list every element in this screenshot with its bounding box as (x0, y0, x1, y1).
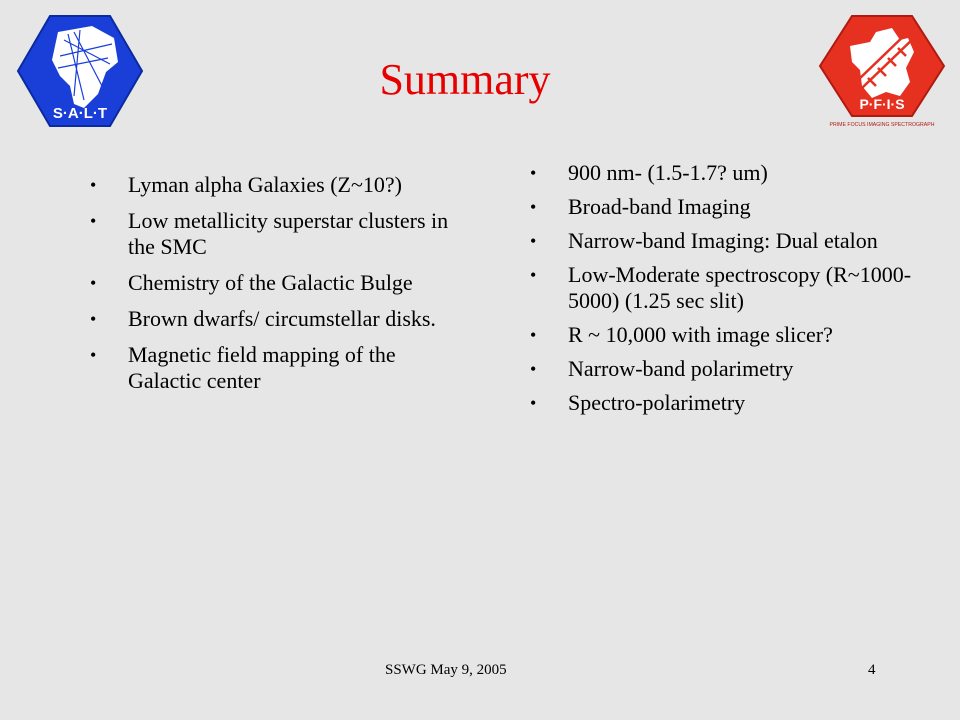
bullet-icon: • (90, 211, 97, 231)
list-item (530, 356, 920, 382)
bullet-icon: • (530, 197, 537, 217)
bullet-text: Narrow-band polarimetry (568, 356, 794, 381)
bullet-icon: • (530, 265, 537, 285)
salt-logo-icon (14, 12, 146, 130)
pfis-logo-subtext: PRIME FOCUS IMAGING SPECTROGRAPH (829, 122, 935, 128)
bullet-text: Chemistry of the Galactic Bulge (128, 270, 413, 295)
pfis-logo-icon (816, 12, 948, 130)
footer-text: SSWG May 9, 2005 (385, 662, 507, 678)
bullet-icon: • (90, 175, 97, 195)
list-item (530, 228, 920, 254)
pfis-logo-text: P·F·I·S (859, 96, 905, 112)
page-number: 4 (868, 662, 876, 678)
slide-title: Summary (379, 55, 551, 104)
bullet-icon: • (90, 345, 97, 365)
list-item (90, 342, 470, 394)
list-item (90, 270, 470, 296)
bullet-text: Low-Moderate spectroscopy (R~1000-5000) (1.25 sec slit) (568, 262, 912, 313)
list-item (530, 322, 920, 348)
bullet-text: Lyman alpha Galaxies (Z~10?) (128, 172, 402, 197)
bullet-icon: • (530, 393, 537, 413)
list-item (90, 172, 470, 198)
bullet-text: Broad-band Imaging (568, 194, 751, 219)
bullet-text: 900 nm- (1.5-1.7? um) (568, 160, 768, 185)
list-item (90, 208, 470, 260)
list-item (530, 262, 920, 314)
bullet-icon: • (90, 273, 97, 293)
right-bullet-list (530, 160, 920, 424)
bullet-icon: • (530, 231, 537, 251)
bullet-text: Brown dwarfs/ circumstellar disks. (128, 306, 436, 331)
bullet-text: Magnetic field mapping of the Galactic center (128, 342, 396, 393)
list-item (530, 160, 920, 186)
salt-logo-text: S·A·L·T (52, 105, 108, 122)
bullet-text: Spectro-polarimetry (568, 390, 746, 415)
bullet-text: Low metallicity superstar clusters in the SMC (128, 208, 449, 259)
bullet-text: Narrow-band Imaging: Dual etalon (568, 228, 878, 253)
left-bullet-list (90, 172, 470, 404)
bullet-icon: • (90, 309, 97, 329)
list-item (90, 306, 470, 332)
list-item (530, 390, 920, 416)
bullet-icon: • (530, 325, 537, 345)
bullet-text: R ~ 10,000 with image slicer? (568, 322, 833, 347)
bullet-icon: • (530, 163, 537, 183)
list-item (530, 194, 920, 220)
bullet-icon: • (530, 359, 537, 379)
